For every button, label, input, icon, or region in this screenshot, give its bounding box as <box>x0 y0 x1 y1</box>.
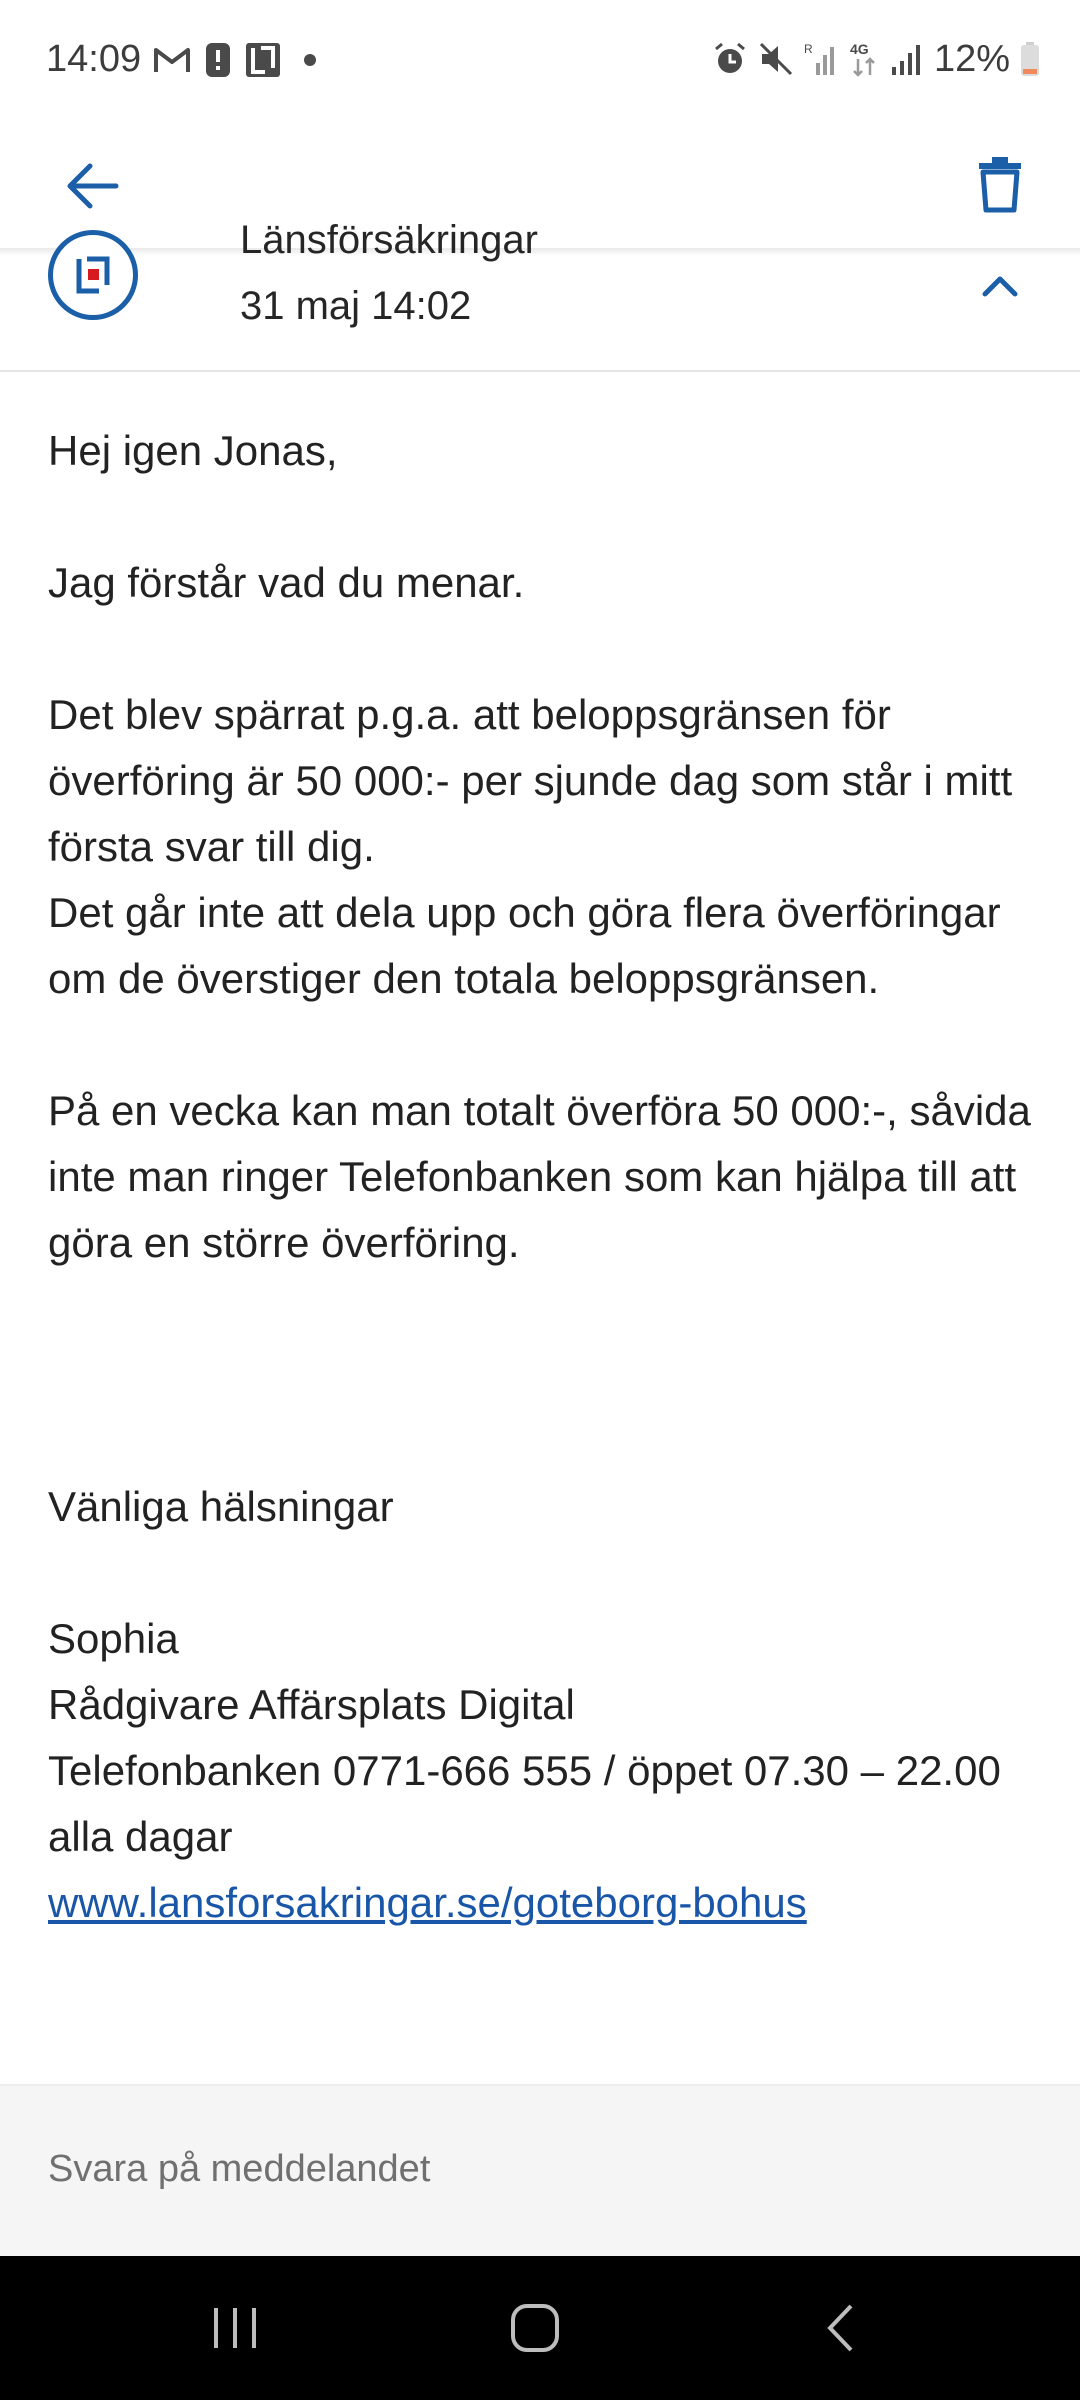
app-bar <box>0 120 1080 250</box>
alarm-icon <box>712 41 748 77</box>
email-paragraph: Det går inte att dela upp och göra flera överföringar om de överstiger den totala beloppsgränsen. <box>48 889 1001 1002</box>
signature-title: Rådgivare Affärsplats Digital <box>48 1681 575 1728</box>
signature-phone: Telefonbanken 0771-666 555 / öppet 07.30 – 22.00 alla dagar <box>48 1747 1001 1860</box>
lock-icon <box>205 42 231 78</box>
battery-percent: 12% <box>933 37 1010 80</box>
signature-name: Sophia <box>48 1615 179 1662</box>
notification-icons <box>153 38 325 82</box>
recents-icon <box>210 2304 260 2352</box>
email-greeting: Hej igen Jonas, <box>48 427 338 474</box>
collapse-button[interactable] <box>960 256 1040 316</box>
reply-bar[interactable] <box>0 2086 1080 2256</box>
lansforsakringar-icon <box>245 42 281 78</box>
reply-input[interactable]: Svara på meddelandet <box>48 2148 431 2190</box>
4g-icon <box>850 41 880 77</box>
chevron-up-icon <box>982 275 1018 297</box>
back-button[interactable] <box>52 146 132 226</box>
system-icons <box>712 36 1040 82</box>
svg-text:R: R <box>803 42 813 56</box>
email-paragraph: På en vecka kan man totalt överföra 50 000:-, såvida inte man ringer Telefonbanken som kan hjälpa till att göra en större överföring. <box>48 1087 1031 1266</box>
signature-link[interactable]: www.lansforsakringar.se/goteborg-bohus <box>48 1879 807 1926</box>
svg-text:4G: 4G <box>849 41 869 57</box>
system-back-button[interactable] <box>795 2292 885 2364</box>
email-body <box>48 418 1048 1936</box>
email-paragraph: Det blev spärrat p.g.a. att beloppsgränsen för överföring är 50 000:- per sjunde dag som står i mitt första svar till dig. <box>48 691 1013 870</box>
recents-button[interactable] <box>190 2292 280 2364</box>
sender-name: Länsförsäkringar <box>240 218 538 262</box>
app-bar-shadow <box>0 248 1080 256</box>
home-button[interactable] <box>490 2292 580 2364</box>
navigation-bar <box>0 2256 1080 2400</box>
email-paragraph: Jag förstår vad du menar. <box>48 559 525 606</box>
status-bar <box>0 0 1080 120</box>
email-closing: Vänliga hälsningar <box>48 1483 394 1530</box>
divider <box>0 370 1080 372</box>
mute-icon <box>758 41 794 77</box>
status-time: 14:09 <box>46 38 142 80</box>
arrow-left-icon <box>64 161 120 211</box>
sender-date: 31 maj 14:02 <box>240 284 472 328</box>
signal-icon <box>890 41 924 77</box>
home-icon <box>510 2303 560 2353</box>
back-icon <box>825 2303 855 2353</box>
trash-icon <box>978 156 1022 212</box>
dot-icon <box>295 45 325 75</box>
battery-icon <box>1020 41 1040 77</box>
lansforsakringar-logo-icon <box>71 253 115 297</box>
signal-r-icon <box>804 41 840 77</box>
delete-button[interactable] <box>960 144 1040 224</box>
sender-avatar <box>48 230 138 320</box>
sender-header[interactable] <box>0 218 1080 370</box>
gmail-icon <box>153 45 191 75</box>
